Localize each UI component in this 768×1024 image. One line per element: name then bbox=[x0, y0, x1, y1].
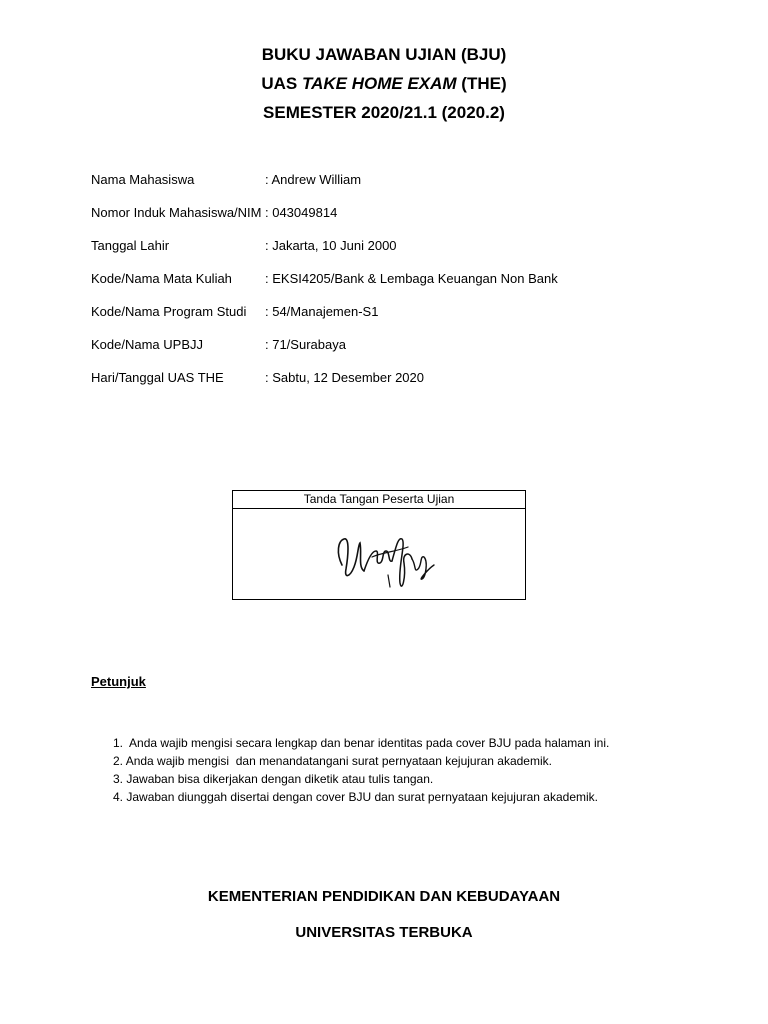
signature-image bbox=[328, 517, 438, 597]
instruction-text: Anda wajib mengisi secara lengkap dan benar identitas pada cover BJU pada halaman ini. bbox=[123, 736, 610, 750]
identity-label: Nama Mahasiswa bbox=[91, 172, 195, 187]
instruction-number: 1. bbox=[113, 736, 124, 750]
instruction-item bbox=[113, 734, 609, 752]
identity-value: : 54/Manajemen-S1 bbox=[265, 304, 379, 319]
instruction-number: 3. bbox=[113, 772, 124, 786]
instructions-heading: Petunjuk bbox=[91, 674, 146, 689]
instruction-item bbox=[113, 770, 609, 788]
instruction-text: Anda wajib mengisi dan menandatangani surat pernyataan kejujuran akademik. bbox=[123, 754, 552, 768]
university-name: UNIVERSITAS TERBUKA bbox=[295, 924, 473, 941]
identity-row bbox=[91, 304, 558, 337]
identity-row bbox=[91, 172, 558, 205]
identity-value: : 71/Surabaya bbox=[265, 337, 346, 352]
instruction-number: 4. bbox=[113, 790, 124, 804]
identity-label: Kode/Nama Program Studi bbox=[91, 304, 247, 319]
title-line-2 bbox=[0, 69, 768, 98]
identity-row bbox=[91, 370, 558, 403]
identity-value: : EKSI4205/Bank & Lembaga Keuangan Non Bank bbox=[265, 271, 558, 286]
identity-value: : Sabtu, 12 Desember 2020 bbox=[265, 370, 424, 385]
identity-row bbox=[91, 337, 558, 370]
title-line-1: BUKU JAWABAN UJIAN (BJU) bbox=[261, 45, 507, 64]
title-line-2-italic: TAKE HOME EXAM bbox=[302, 74, 457, 93]
identity-label: Tanggal Lahir bbox=[91, 238, 170, 253]
instruction-item bbox=[113, 752, 609, 770]
instruction-item bbox=[113, 788, 609, 806]
title-line-2-prefix: UAS bbox=[261, 74, 302, 93]
identity-section bbox=[91, 172, 558, 403]
ministry-name: KEMENTERIAN PENDIDIKAN DAN KEBUDAYAAN bbox=[207, 888, 561, 905]
document-title bbox=[0, 40, 768, 127]
signature-box bbox=[232, 490, 526, 600]
instructions-list bbox=[113, 734, 609, 806]
instruction-number: 2. bbox=[113, 754, 124, 768]
title-line-2-suffix: (THE) bbox=[456, 74, 507, 93]
signature-area bbox=[233, 509, 525, 599]
identity-value: : Andrew William bbox=[265, 172, 362, 187]
identity-value: : 043049814 bbox=[265, 205, 338, 220]
identity-label: Nomor Induk Mahasiswa/NIM bbox=[91, 205, 262, 220]
identity-row bbox=[91, 271, 558, 304]
identity-label: Kode/Nama Mata Kuliah bbox=[91, 271, 232, 286]
identity-value: : Jakarta, 10 Juni 2000 bbox=[265, 238, 397, 253]
identity-label: Hari/Tanggal UAS THE bbox=[91, 370, 224, 385]
instruction-text: Jawaban bisa dikerjakan dengan diketik atau tulis tangan. bbox=[123, 772, 434, 786]
identity-label: Kode/Nama UPBJJ bbox=[91, 337, 203, 352]
title-line-3: SEMESTER 2020/21.1 (2020.2) bbox=[263, 103, 505, 122]
instruction-text: Jawaban diunggah disertai dengan cover BJU dan surat pernyataan kejujuran akademik. bbox=[123, 790, 598, 804]
identity-row bbox=[91, 205, 558, 238]
signature-heading: Tanda Tangan Peserta Ujian bbox=[233, 491, 525, 509]
identity-row bbox=[91, 238, 558, 271]
